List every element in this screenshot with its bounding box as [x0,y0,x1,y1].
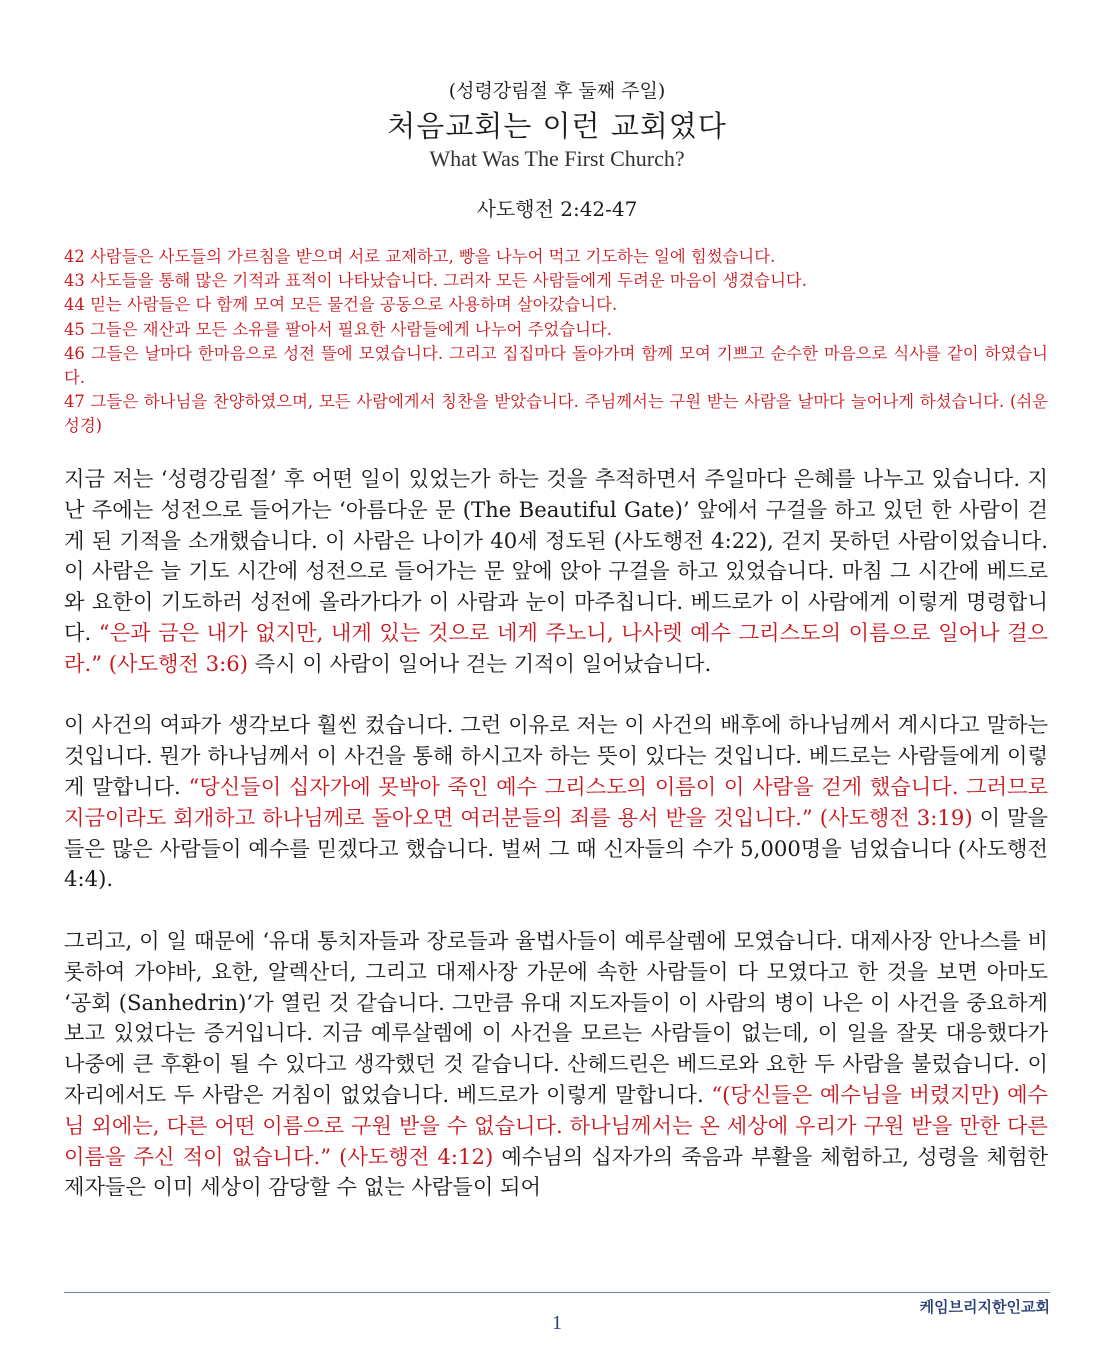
paragraph-text: 이 말을 들은 많은 사람들이 예수를 믿겠다고 했습니다. 벌써 그 때 신자들의 수가 5,000명을 넘었습니다 (사도행전 4:4). [64,804,1048,892]
scripture-quote: “은과 금은 내가 없지만, 내게 있는 것으로 네게 주노니, 나사렛 예수 그리스도의 이름으로 일어나 걸으라.” (사도행전 3:6) [64,619,1049,676]
sermon-title: 처음교회는 이런 교회였다 [387,109,727,143]
sermon-english-title: What Was The First Church? [429,146,685,171]
church-name: 케임브리지한인교회 [919,1298,1050,1316]
sermon-body [64,464,1048,1234]
paragraph [64,926,1048,1203]
paragraph-text: 이 사건의 여파가 생각보다 훨씬 컸습니다. 그런 이유로 저는 이 사건의 배후에 하나님께서 계시다고 말하는 것입니다. 뭔가 하나님께서 이 사건을 통해 하시고자 하는 뜻이 있다는 것입니다. 베드로는 사람들에게 이렇게 말합니다. [64,712,1048,799]
sermon-occasion: (성령강림절 후 둘째 주일) [448,80,666,102]
paragraph [64,464,1048,680]
paragraph-text: 지금 저는 ‘성령강림절’ 후 어떤 일이 있었는가 하는 것을 추적하면서 주일마다 은혜를 나누고 있습니다. 지난 주에는 성전으로 들어가는 ‘아름다운 문 (The Beautiful Gate)’ 앞에서 구걸을 하고 있던 한 사람이 걷게 된 기적을 소개했습니다. 이 사람은 나이가 40세 정도된 (사도행전 4:22), 걷지 못하던 사람이었습니다. 이 사람은 늘 기도 시간에 성전으로 들어가는 문 앞에 앉아 구걸을 하고 있었습니다. 마침 그 시간에 베드로와 요한이 기도하러 성전에 올라가다가 이 사람과 눈이 마주칩니다. 베드로가 이 사람에게 이렇게 명령합니다. [64,466,1048,645]
paragraph-text: 즉시 이 사람이 일어나 걷는 기적이 일어났습니다. [248,650,712,676]
page-number: 1 [552,1312,562,1334]
scripture-quote: “당신들이 십자가에 못박아 죽인 예수 그리스도의 이름이 이 사람을 걷게 했습니다. 그러므로 지금이라도 회개하고 하나님께로 돌아오면 여러분들의 죄를 용서 받을 것입니다.” (사도행전 3:19) [64,773,1048,830]
paragraph [64,710,1048,895]
verse-46: 46 그들은 날마다 한마음으로 성전 뜰에 모였습니다. 그리고 집집마다 돌아가며 함께 모여 기쁘고 순수한 마음으로 식사를 같이 하였습니다. [64,343,1048,388]
paragraph-text: 그리고, 이 일 때문에 ‘유대 통치자들과 장로들과 율법사들이 예루살렘에 모였습니다. 대제사장 안나스를 비롯하여 가야바, 요한, 알렉산더, 그리고 대제사장 가문에 속한 사람들이 다 모였다고 한 것을 보면 아마도 ‘공회 (Sanhedrin)’가 열린 것 같습니다. 그만큼 유대 지도자들이 이 사람의 병이 나은 이 사건을 중요하게 보고 있었다는 증거입니다. 지금 예루살렘에 이 사건을 모르는 사람들이 없는데, 이 일을 잘못 대응했다가 나중에 큰 후환이 될 수 있다고 생각했던 것 같습니다. 산헤드린은 베드로와 요한 두 사람을 불렀습니다. 이 자리에서도 두 사람은 거침이 없었습니다. 베드로가 이렇게 말합니다. [64,927,1048,1107]
paragraph-text: 예수님의 십자가의 죽음과 부활을 체험하고, 성령을 체험한 제자들은 이미 세상이 감당할 수 없는 사람들이 되어 [64,1143,1049,1200]
verse-42: 42 사람들은 사도들의 가르침을 받으며 서로 교제하고, 빵을 나누어 먹고 기도하는 일에 힘썼습니다. [64,247,776,266]
scripture-reference: 사도행전 2:42-47 [476,197,638,221]
scripture-quote: “(당신들은 예수님을 버렸지만) 예수님 외에는, 다른 어떤 이름으로 구원 받을 수 없습니다. 하나님께서는 온 세상에 우리가 구원 받을 만한 다른 이름을 주신 적이 없습니다.” (사도행전 4:12) [64,1081,1048,1169]
verse-44: 44 믿는 사람들은 다 함께 모여 모든 물건을 공동으로 사용하며 살아갔습니다. [64,295,618,315]
footer-divider [64,1292,1050,1293]
verse-45: 45 그들은 재산과 모든 소유를 팔아서 필요한 사람들에게 나누어 주었습니다. [64,319,612,339]
scripture-verses [64,245,1048,439]
verse-47: 47 그들은 하나님을 찬양하였으며, 모든 사람에게서 칭찬을 받았습니다. 주님께서는 구원 받는 사람을 날마다 늘어나게 하셨습니다. (쉬운성경) [64,392,1048,436]
verse-43: 43 사도들을 통해 많은 기적과 표적이 나타났습니다. 그러자 모든 사람들에게 두려운 마음이 생겼습니다. [64,271,807,291]
